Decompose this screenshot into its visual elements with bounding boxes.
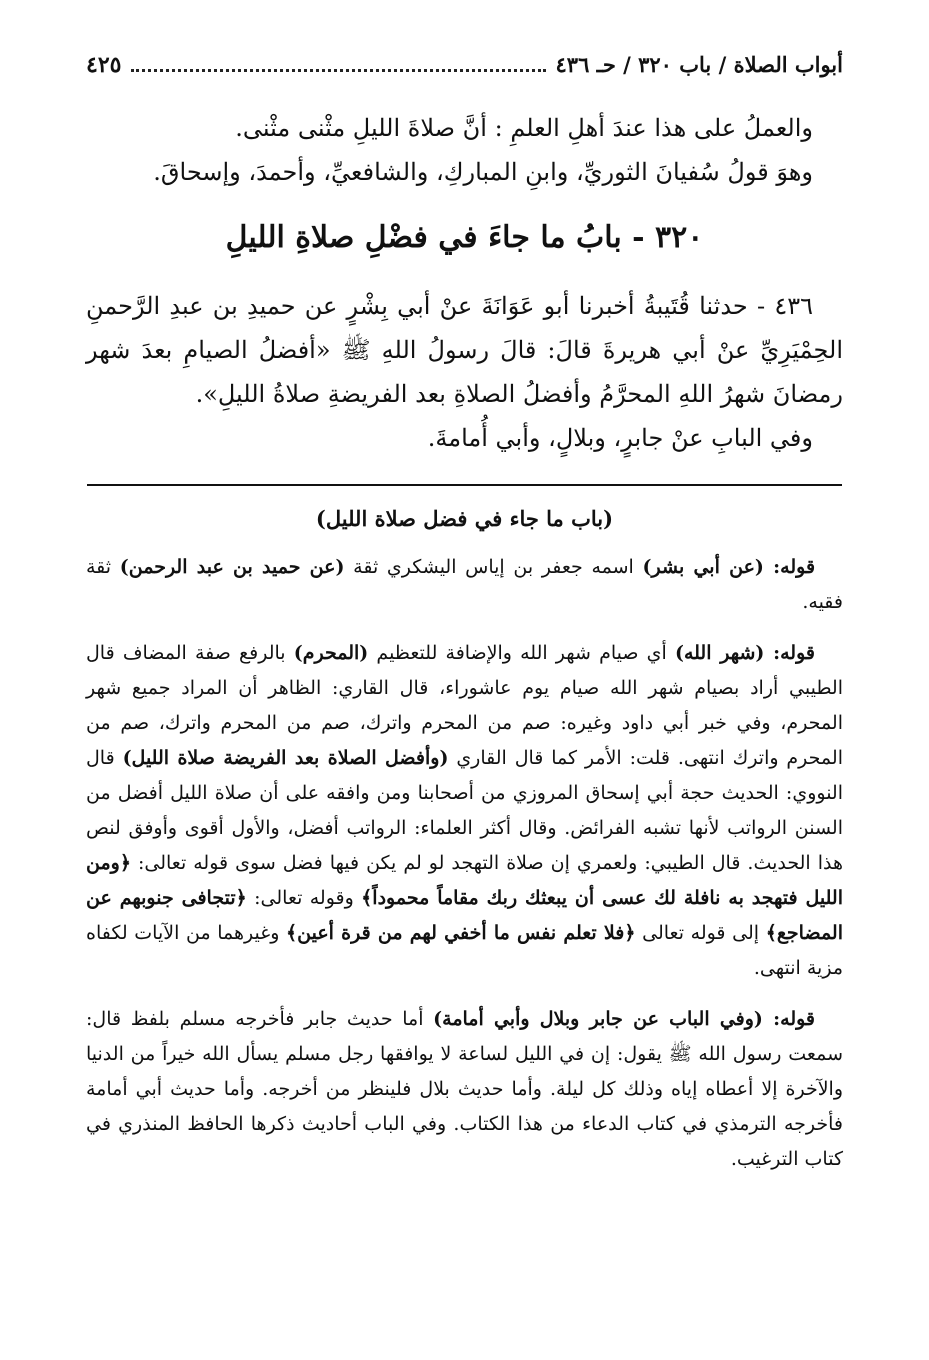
page-number: ٤٢٥ [86,52,122,78]
running-head [86,52,843,92]
note-2-text-3: قال النووي: الحديث حجة أبي إسحاق المروزي من أصحابنا ومن وافقه على أن صلاة الليل أفضل من السنن الرواتب لأنها تشبه الفرائض. وقال أكثر العلماء: الرواتب أفضل، والأول أقوى وأوفق لنص هذا الحديث. قال الطيبي: ولعمري إن صلاة التهجد لو لم يكن فيها فضل سوى قوله تعالى: [86,747,843,874]
note-2-text-1: أي صيام شهر الله والإضافة للتعظيم [376,642,667,664]
note-1-label-2: (عن حميد بن عبد الرحمن) [119,556,345,578]
note-2-quote-2: ﴿تتجافى جنوبهم عن المضاجع﴾ [86,887,843,944]
note-2-text-6: وغيرهما من الآيات لكفاه مزية انتهى. [86,922,843,979]
note-1-text-2: ثقة فقيه. [86,556,843,613]
note-2-label-2: (المحرم) [293,642,369,664]
main-paragraph-3: وفي البابِ عنْ جابرٍ، وبلالٍ، وأبي أُمامةَ. [427,424,813,452]
running-head-title: أبواب الصلاة / باب ٣٢٠ / حـ ٤٣٦ [555,52,843,77]
commentary-note-1 [86,550,843,620]
commentary-note-3 [86,1002,843,1177]
note-1-label: قوله: (عن أبي بشر) [642,556,816,578]
note-2-text-2: بالرفع صفة المضاف قال الطيبي أراد بصيام شهر الله صيام يوم عاشوراء، قال القاري: الظاهر أن المراد جميع شهر المحرم، وفي خبر أبي داود وغيره: صم من المحرم واترك، صم من المحرم واترك، صم من المحرم واترك انتهى. قلت: الأمر كما قال القاري [86,642,843,769]
commentary-note-2 [86,636,843,986]
hadith-text: ٤٣٦ - حدثنا قُتَيبةُ أخبرنا أبو عَوَانَةَ عنْ أبي بِشْرٍ عن حميدِ بن عبدِ الرَّحمنِ الحِمْيَرِيِّ عنْ أبي هريرةَ قالَ: قالَ رسولُ اللهِ ﷺ «أفضلُ الصيامِ بعدَ شهر رمضانَ شهرُ اللهِ المحرَّمُ وأفضلُ الصلاةِ بعد الفريضةِ صلاةُ الليلِ». [86,292,843,408]
note-2-quote-1: ﴿ومن الليل فتهجد به نافلة لك عسى أن يبعثك ربك مقاماً محموداً﴾ [86,852,844,909]
note-2-text-4: وقوله تعالى: [254,887,354,909]
note-2-label: قوله: (شهر الله) [674,642,815,664]
note-2-label-3: (وأفضل الصلاة بعد الفريضة صلاة الليل) [122,747,449,769]
main-paragraph-2: وهوَ قولُ سُفيانَ الثوريِّ، وابنِ المباركِ، والشافعيِّ، وأحمدَ، وإسحاقَ. [153,158,813,186]
commentary-title: (باب ما جاء في فضل صلاة الليل) [315,506,614,531]
commentary [86,502,843,1177]
leader-dots [131,53,545,72]
main-text [86,106,843,460]
note-2-quote-3: ﴿فلا تعلم نفس ما أخفي لهم من قرة أعين﴾ [286,922,636,944]
main-paragraph-1: والعملُ على هذا عندَ أهلِ العلمِ : أنَّ صلاةَ الليلِ مثْنى مثْنى. [235,114,813,142]
chapter-title: ٣٢٠ - بابُ ما جاءَ في فضْلِ صلاةِ الليلِ [225,220,704,255]
note-3-text: أما حديث جابر فأخرجه مسلم بلفظ قال: سمعت رسول الله ﷺ يقول: إن في الليل لساعة لا يوافقها رجل مسلم يسأل الله خيراً من الدنيا والآخرة إلا أعطاه إياه وذلك كل ليلة. وأما حديث بلال فلينظر من أخرجه. وأما حديث أبي أمامة فأخرجه الترمذي في كتاب الدعاء من هذا الكتاب. وفي الباب أحاديث ذكرها الحافظ المنذري في كتاب الترغيب. [86,1008,843,1170]
note-1-text: اسمه جعفر بن إياس اليشكري ثقة [353,556,634,578]
note-3-label: قوله: (وفي الباب عن جابر وبلال وأبي أمامة) [433,1008,816,1030]
note-2-text-5: إلى قوله تعالى [642,922,760,944]
footnote-divider [87,484,842,486]
